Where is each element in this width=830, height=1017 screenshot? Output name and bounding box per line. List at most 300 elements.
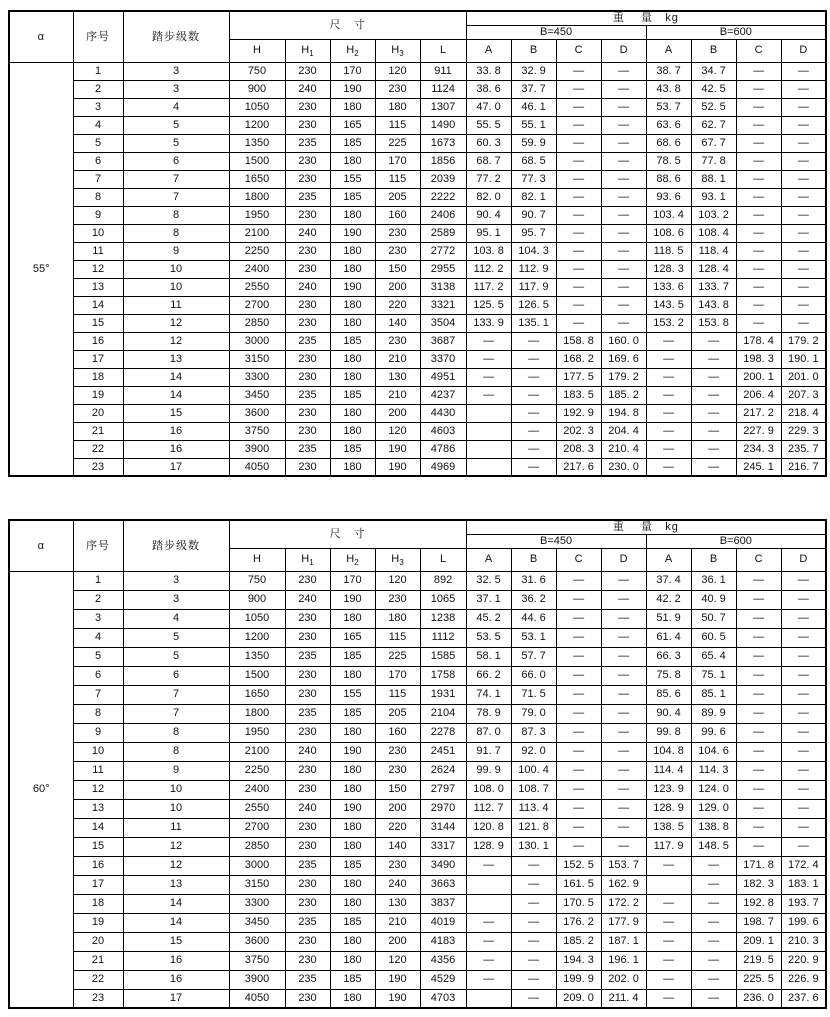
cell-b600-B: 99. 6 (691, 723, 736, 742)
cell-b600-A: 108. 6 (646, 224, 691, 242)
cell-b450-D: 162. 9 (601, 875, 646, 894)
cell-b600-B: — (691, 350, 736, 368)
table-row (9, 704, 826, 723)
cell-serial: 8 (73, 704, 123, 723)
cell-b450-B: — (511, 332, 556, 350)
cell-H2: 165 (330, 116, 375, 134)
cell-b450-B: 121. 8 (511, 818, 556, 837)
cell-b450-A: — (466, 951, 511, 970)
cell-b450-A: 45. 2 (466, 609, 511, 628)
cell-b450-D: 177. 9 (601, 913, 646, 932)
cell-steps: 16 (123, 422, 229, 440)
cell-steps: 13 (123, 875, 229, 894)
cell-H1: 235 (285, 134, 330, 152)
cell-steps: 7 (123, 704, 229, 723)
cell-steps: 4 (123, 609, 229, 628)
cell-H: 2550 (229, 799, 285, 818)
cell-b600-D: — (781, 837, 826, 856)
cell-b450-D: — (601, 609, 646, 628)
cell-b600-C: — (736, 742, 781, 761)
cell-serial: 14 (73, 818, 123, 837)
cell-H1: 230 (285, 242, 330, 260)
cell-b600-D: — (781, 224, 826, 242)
cell-b600-B: 124. 0 (691, 780, 736, 799)
cell-L: 3687 (420, 332, 466, 350)
cell-H3: 120 (375, 571, 420, 590)
cell-b450-B: 37. 7 (511, 80, 556, 98)
cell-H: 3450 (229, 386, 285, 404)
cell-H2: 180 (330, 314, 375, 332)
cell-b450-A: 112. 7 (466, 799, 511, 818)
table-row (9, 134, 826, 152)
cell-b600-A: — (646, 332, 691, 350)
cell-H3: 230 (375, 742, 420, 761)
cell-H3: 140 (375, 837, 420, 856)
cell-b600-A: 88. 6 (646, 170, 691, 188)
cell-b450-B: 66. 0 (511, 666, 556, 685)
cell-b450-B: — (511, 856, 556, 875)
table-row (9, 989, 826, 1008)
cell-b600-A: — (646, 422, 691, 440)
cell-steps: 14 (123, 894, 229, 913)
cell-b600-C: — (736, 260, 781, 278)
cell-b600-B: 129. 0 (691, 799, 736, 818)
cell-b600-B: — (691, 368, 736, 386)
cell-H: 750 (229, 62, 285, 80)
cell-b600-D: 190. 1 (781, 350, 826, 368)
cell-H2: 180 (330, 98, 375, 116)
cell-b450-B: — (511, 913, 556, 932)
cell-b450-B: 130. 1 (511, 837, 556, 856)
cell-b450-A: 103. 8 (466, 242, 511, 260)
cell-b600-D: — (781, 571, 826, 590)
cell-b450-A: — (466, 350, 511, 368)
cell-b600-B: 138. 8 (691, 818, 736, 837)
cell-steps: 5 (123, 116, 229, 134)
cell-steps: 10 (123, 780, 229, 799)
cell-b450-B: 82. 1 (511, 188, 556, 206)
cell-b450-C: — (556, 799, 601, 818)
cell-H2: 185 (330, 440, 375, 458)
cell-b600-A: 42. 2 (646, 590, 691, 609)
cell-H3: 205 (375, 704, 420, 723)
cell-serial: 2 (73, 80, 123, 98)
cell-H1: 230 (285, 458, 330, 476)
cell-b450-C: — (556, 742, 601, 761)
cell-b450-C: 168. 2 (556, 350, 601, 368)
cell-b450-D: — (601, 628, 646, 647)
cell-b600-C: — (736, 590, 781, 609)
cell-b450-D: — (601, 666, 646, 685)
cell-H2: 165 (330, 628, 375, 647)
cell-L: 2589 (420, 224, 466, 242)
header-weight: 重 量 kg (466, 520, 826, 534)
cell-b600-B: 60. 5 (691, 628, 736, 647)
table-row (9, 970, 826, 989)
cell-b600-D: — (781, 647, 826, 666)
cell-H: 1200 (229, 116, 285, 134)
spec-table-alpha-55 (8, 10, 827, 477)
cell-H1: 230 (285, 666, 330, 685)
cell-b450-B: 36. 2 (511, 590, 556, 609)
cell-b600-A: 114. 4 (646, 761, 691, 780)
cell-b600-A: 138. 5 (646, 818, 691, 837)
cell-b600-D: 179. 2 (781, 332, 826, 350)
cell-b600-B: 103. 2 (691, 206, 736, 224)
cell-H1: 230 (285, 571, 330, 590)
cell-H: 3000 (229, 856, 285, 875)
cell-L: 892 (420, 571, 466, 590)
cell-H2: 185 (330, 647, 375, 666)
cell-b600-C: 217. 2 (736, 404, 781, 422)
cell-b450-B: 104. 3 (511, 242, 556, 260)
cell-b450-A: — (466, 332, 511, 350)
cell-H3: 150 (375, 260, 420, 278)
header-b600-A: A (646, 548, 691, 571)
cell-H2: 185 (330, 386, 375, 404)
cell-serial: 23 (73, 458, 123, 476)
cell-b600-B: 128. 4 (691, 260, 736, 278)
cell-b600-C: 225. 5 (736, 970, 781, 989)
cell-b600-A: 133. 6 (646, 278, 691, 296)
cell-b600-C: 182. 3 (736, 875, 781, 894)
cell-b600-A: — (646, 951, 691, 970)
table-row (9, 818, 826, 837)
header-dim-l (420, 39, 466, 62)
cell-b450-B: 31. 6 (511, 571, 556, 590)
cell-b450-A (466, 989, 511, 1008)
cell-H3: 150 (375, 780, 420, 799)
cell-b450-D: — (601, 98, 646, 116)
cell-L: 1307 (420, 98, 466, 116)
cell-b600-B: — (691, 989, 736, 1008)
cell-serial: 3 (73, 609, 123, 628)
cell-serial: 15 (73, 837, 123, 856)
cell-b450-A: — (466, 970, 511, 989)
cell-b450-A: — (466, 856, 511, 875)
header-b450-B: B (511, 548, 556, 571)
cell-H: 3750 (229, 422, 285, 440)
cell-b600-C: 227. 9 (736, 422, 781, 440)
cell-b600-D: 226. 9 (781, 970, 826, 989)
cell-steps: 10 (123, 278, 229, 296)
cell-b450-A: 117. 2 (466, 278, 511, 296)
header-b450: B=450 (466, 25, 646, 39)
cell-b450-C: 202. 3 (556, 422, 601, 440)
cell-H3: 230 (375, 856, 420, 875)
cell-serial: 1 (73, 571, 123, 590)
cell-H2: 170 (330, 571, 375, 590)
cell-b600-D: — (781, 296, 826, 314)
cell-b600-B: 89. 9 (691, 704, 736, 723)
dim-letter: H (253, 553, 261, 566)
cell-b600-C: — (736, 278, 781, 296)
cell-b600-B: — (691, 332, 736, 350)
cell-H: 4050 (229, 989, 285, 1008)
cell-b600-C: 245. 1 (736, 458, 781, 476)
cell-b600-C: 200. 1 (736, 368, 781, 386)
cell-b450-A: 55. 5 (466, 116, 511, 134)
cell-b450-B: 100. 4 (511, 761, 556, 780)
dim-subscript: 1 (309, 558, 314, 568)
cell-b600-C: 236. 0 (736, 989, 781, 1008)
cell-H2: 185 (330, 134, 375, 152)
cell-b600-D: 207. 3 (781, 386, 826, 404)
cell-b450-B: 57. 7 (511, 647, 556, 666)
cell-b450-D: — (601, 571, 646, 590)
cell-L: 1585 (420, 647, 466, 666)
cell-b450-B: 135. 1 (511, 314, 556, 332)
cell-H2: 185 (330, 970, 375, 989)
cell-b600-D: — (781, 170, 826, 188)
cell-H1: 230 (285, 170, 330, 188)
cell-L: 1758 (420, 666, 466, 685)
table-row (9, 571, 826, 590)
cell-H2: 180 (330, 932, 375, 951)
cell-H3: 205 (375, 188, 420, 206)
cell-H: 3600 (229, 932, 285, 951)
dim-letter: H (391, 553, 400, 566)
cell-b600-D: — (781, 80, 826, 98)
cell-b600-A: 143. 5 (646, 296, 691, 314)
cell-H3: 115 (375, 170, 420, 188)
cell-H1: 230 (285, 260, 330, 278)
cell-b600-C: 198. 7 (736, 913, 781, 932)
cell-b600-A: — (646, 913, 691, 932)
cell-H2: 185 (330, 856, 375, 875)
cell-b600-A: — (646, 856, 691, 875)
cell-b450-B: 112. 9 (511, 260, 556, 278)
cell-b600-B: — (691, 386, 736, 404)
cell-H3: 230 (375, 761, 420, 780)
cell-L: 4529 (420, 970, 466, 989)
cell-H1: 240 (285, 80, 330, 98)
cell-b450-A (466, 458, 511, 476)
dim-subscript: 2 (354, 558, 359, 568)
cell-steps: 7 (123, 685, 229, 704)
table-row (9, 170, 826, 188)
cell-L: 2039 (420, 170, 466, 188)
cell-L: 2797 (420, 780, 466, 799)
cell-H3: 230 (375, 80, 420, 98)
cell-H1: 240 (285, 590, 330, 609)
header-dim-h1 (285, 548, 330, 571)
cell-serial: 12 (73, 260, 123, 278)
cell-H3: 190 (375, 970, 420, 989)
cell-H2: 180 (330, 609, 375, 628)
cell-b600-C: — (736, 62, 781, 80)
cell-b450-A: 82. 0 (466, 188, 511, 206)
dim-letter: H (301, 553, 310, 566)
cell-b600-A: 90. 4 (646, 704, 691, 723)
header-b600-D: D (781, 39, 826, 62)
cell-b600-C: — (736, 116, 781, 134)
cell-H: 2250 (229, 242, 285, 260)
cell-b600-D: — (781, 628, 826, 647)
cell-b450-C: — (556, 590, 601, 609)
cell-b600-D: 201. 0 (781, 368, 826, 386)
cell-steps: 3 (123, 62, 229, 80)
cell-b450-C: — (556, 188, 601, 206)
cell-b450-C: — (556, 206, 601, 224)
cell-steps: 5 (123, 647, 229, 666)
cell-serial: 20 (73, 932, 123, 951)
cell-b450-A: — (466, 386, 511, 404)
cell-b450-A: 60. 3 (466, 134, 511, 152)
cell-serial: 15 (73, 314, 123, 332)
cell-b450-C: — (556, 704, 601, 723)
cell-b600-A: 63. 6 (646, 116, 691, 134)
table-row (9, 80, 826, 98)
cell-L: 3138 (420, 278, 466, 296)
cell-b450-D: 153. 7 (601, 856, 646, 875)
cell-b600-D: — (781, 723, 826, 742)
cell-H2: 190 (330, 742, 375, 761)
cell-H2: 180 (330, 875, 375, 894)
table-row (9, 837, 826, 856)
header-b600: B=600 (646, 25, 826, 39)
cell-b600-A: — (646, 368, 691, 386)
cell-serial: 9 (73, 206, 123, 224)
cell-H: 1950 (229, 723, 285, 742)
cell-b600-C: — (736, 628, 781, 647)
cell-b450-D: — (601, 188, 646, 206)
cell-b600-C: 171. 8 (736, 856, 781, 875)
table-row (9, 742, 826, 761)
cell-b600-D: — (781, 609, 826, 628)
cell-b450-D: — (601, 242, 646, 260)
cell-b600-A: 93. 6 (646, 188, 691, 206)
cell-b600-C: 178. 4 (736, 332, 781, 350)
cell-L: 1931 (420, 685, 466, 704)
cell-H2: 180 (330, 780, 375, 799)
cell-serial: 22 (73, 970, 123, 989)
cell-b450-B: — (511, 989, 556, 1008)
cell-b600-B: 52. 5 (691, 98, 736, 116)
cell-serial: 19 (73, 386, 123, 404)
cell-H1: 230 (285, 818, 330, 837)
header-b600-A: A (646, 39, 691, 62)
cell-b450-A: 128. 9 (466, 837, 511, 856)
cell-H: 2400 (229, 780, 285, 799)
cell-b450-A: 74. 1 (466, 685, 511, 704)
cell-b600-D: — (781, 780, 826, 799)
cell-H: 900 (229, 590, 285, 609)
cell-serial: 13 (73, 799, 123, 818)
cell-b600-B: — (691, 440, 736, 458)
dim-letter: H (301, 44, 310, 57)
cell-b450-B: — (511, 932, 556, 951)
cell-b600-C: — (736, 818, 781, 837)
cell-b450-B: — (511, 970, 556, 989)
cell-L: 4183 (420, 932, 466, 951)
cell-H1: 230 (285, 761, 330, 780)
cell-H1: 230 (285, 62, 330, 80)
cell-b600-D: 235. 7 (781, 440, 826, 458)
header-b600: B=600 (646, 534, 826, 548)
table-row (9, 875, 826, 894)
cell-H2: 180 (330, 818, 375, 837)
cell-serial: 6 (73, 152, 123, 170)
cell-H2: 180 (330, 894, 375, 913)
cell-H: 2700 (229, 818, 285, 837)
cell-H3: 130 (375, 368, 420, 386)
cell-L: 4703 (420, 989, 466, 1008)
cell-b450-A: 66. 2 (466, 666, 511, 685)
cell-b600-C: — (736, 134, 781, 152)
cell-b450-A: 87. 0 (466, 723, 511, 742)
cell-b450-C: 192. 9 (556, 404, 601, 422)
cell-H2: 190 (330, 278, 375, 296)
cell-b450-C: 217. 6 (556, 458, 601, 476)
cell-b450-B: — (511, 386, 556, 404)
cell-b600-A: 153. 2 (646, 314, 691, 332)
cell-H: 1650 (229, 170, 285, 188)
cell-b600-C: — (736, 780, 781, 799)
cell-b600-B: — (691, 422, 736, 440)
cell-b450-C: 177. 5 (556, 368, 601, 386)
cell-b600-C: 234. 3 (736, 440, 781, 458)
cell-serial: 2 (73, 590, 123, 609)
dim-subscript: 2 (354, 49, 359, 59)
cell-H1: 230 (285, 989, 330, 1008)
cell-b600-A: 103. 4 (646, 206, 691, 224)
cell-b600-C: 206. 4 (736, 386, 781, 404)
cell-steps: 10 (123, 799, 229, 818)
cell-H3: 180 (375, 609, 420, 628)
cell-b450-B: 117. 9 (511, 278, 556, 296)
cell-b450-D: — (601, 647, 646, 666)
cell-serial: 20 (73, 404, 123, 422)
cell-H1: 230 (285, 422, 330, 440)
cell-b450-A (466, 404, 511, 422)
cell-b450-D: 210. 4 (601, 440, 646, 458)
cell-L: 1065 (420, 590, 466, 609)
table-body (9, 62, 826, 476)
cell-b600-C: — (736, 224, 781, 242)
cell-H2: 180 (330, 951, 375, 970)
cell-serial: 23 (73, 989, 123, 1008)
cell-H3: 115 (375, 116, 420, 134)
cell-b450-C: — (556, 628, 601, 647)
cell-b450-B: 90. 7 (511, 206, 556, 224)
cell-H3: 230 (375, 590, 420, 609)
table-row (9, 206, 826, 224)
cell-H3: 200 (375, 404, 420, 422)
cell-steps: 10 (123, 260, 229, 278)
cell-b600-B: — (691, 458, 736, 476)
cell-b450-B: 71. 5 (511, 685, 556, 704)
cell-H: 2850 (229, 314, 285, 332)
table-row (9, 780, 826, 799)
cell-b450-D: 160. 0 (601, 332, 646, 350)
cell-b450-D: — (601, 260, 646, 278)
cell-steps: 15 (123, 404, 229, 422)
cell-steps: 16 (123, 970, 229, 989)
cell-b450-A: — (466, 368, 511, 386)
cell-L: 4786 (420, 440, 466, 458)
table-row (9, 609, 826, 628)
cell-serial: 13 (73, 278, 123, 296)
cell-b600-A: — (646, 440, 691, 458)
cell-serial: 16 (73, 856, 123, 875)
cell-b600-D: — (781, 685, 826, 704)
cell-b450-C: — (556, 314, 601, 332)
cell-L: 4430 (420, 404, 466, 422)
cell-H3: 225 (375, 134, 420, 152)
header-b600-B: B (691, 548, 736, 571)
cell-b600-D: — (781, 799, 826, 818)
